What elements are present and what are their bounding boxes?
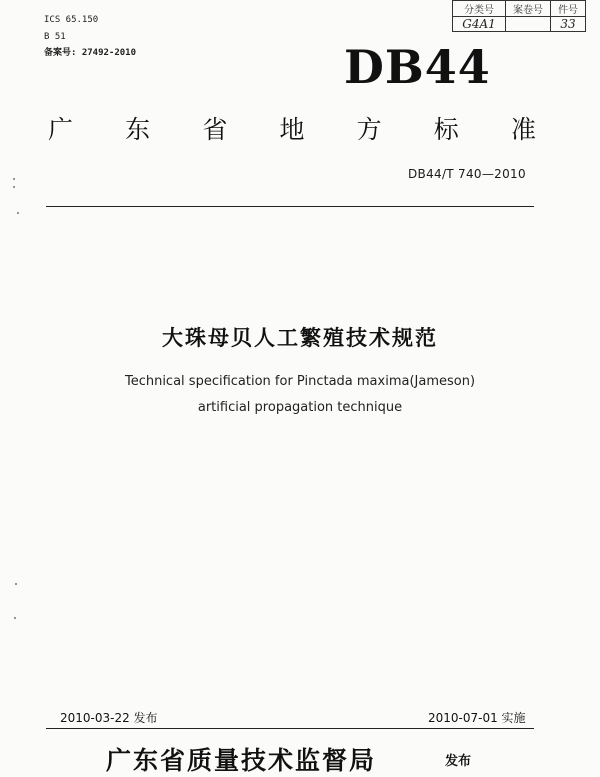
standard-kind-char: 方 — [356, 115, 382, 144]
stamp-item-value: 33 — [551, 17, 586, 32]
stamp-category-value: G4A1 — [453, 17, 506, 32]
db44-logo: DB44 — [344, 40, 491, 94]
implementation-date: 2010-07-01 实施 — [428, 711, 526, 725]
scan-speck — [13, 186, 15, 188]
english-title-line1: Technical specification for Pinctada maxima(Jameson) — [124, 374, 476, 389]
standard-kind-char: 东 — [125, 115, 151, 144]
issue-date: 2010-03-22 发布 — [60, 711, 158, 725]
archive-stamp — [452, 0, 586, 32]
stamp-header-category: 分类号 — [453, 1, 506, 17]
standard-kind-char: 广 — [48, 115, 74, 144]
standard-kind-char: 标 — [433, 115, 459, 144]
record-number: 备案号: 27492-2010 — [44, 48, 137, 58]
bottom-divider — [46, 728, 534, 729]
standard-kind-char: 地 — [279, 115, 305, 144]
standard-kind-char: 准 — [510, 115, 536, 144]
scan-speck — [13, 178, 15, 180]
top-divider — [46, 206, 534, 207]
stamp-file-value — [506, 17, 551, 32]
standard-number: DB44/T 740—2010 — [408, 167, 526, 181]
ccs-code: B 51 — [44, 32, 66, 42]
stamp-header-file: 案卷号 — [506, 1, 551, 17]
stamp-header-item: 件号 — [551, 1, 586, 17]
standard-kind-char: 省 — [202, 115, 228, 144]
chinese-title: 大珠母贝人工繁殖技术规范 — [162, 326, 438, 350]
standard-kind-heading — [48, 110, 536, 146]
scan-speck — [14, 617, 16, 619]
issuing-authority: 广东省质量技术监督局 — [106, 746, 377, 775]
scan-speck — [15, 583, 17, 585]
ics-code: ICS 65.150 — [44, 15, 99, 25]
issue-label: 发布 — [445, 754, 472, 769]
english-title-line2: artificial propagation technique — [197, 400, 403, 415]
scan-speck — [17, 212, 19, 214]
